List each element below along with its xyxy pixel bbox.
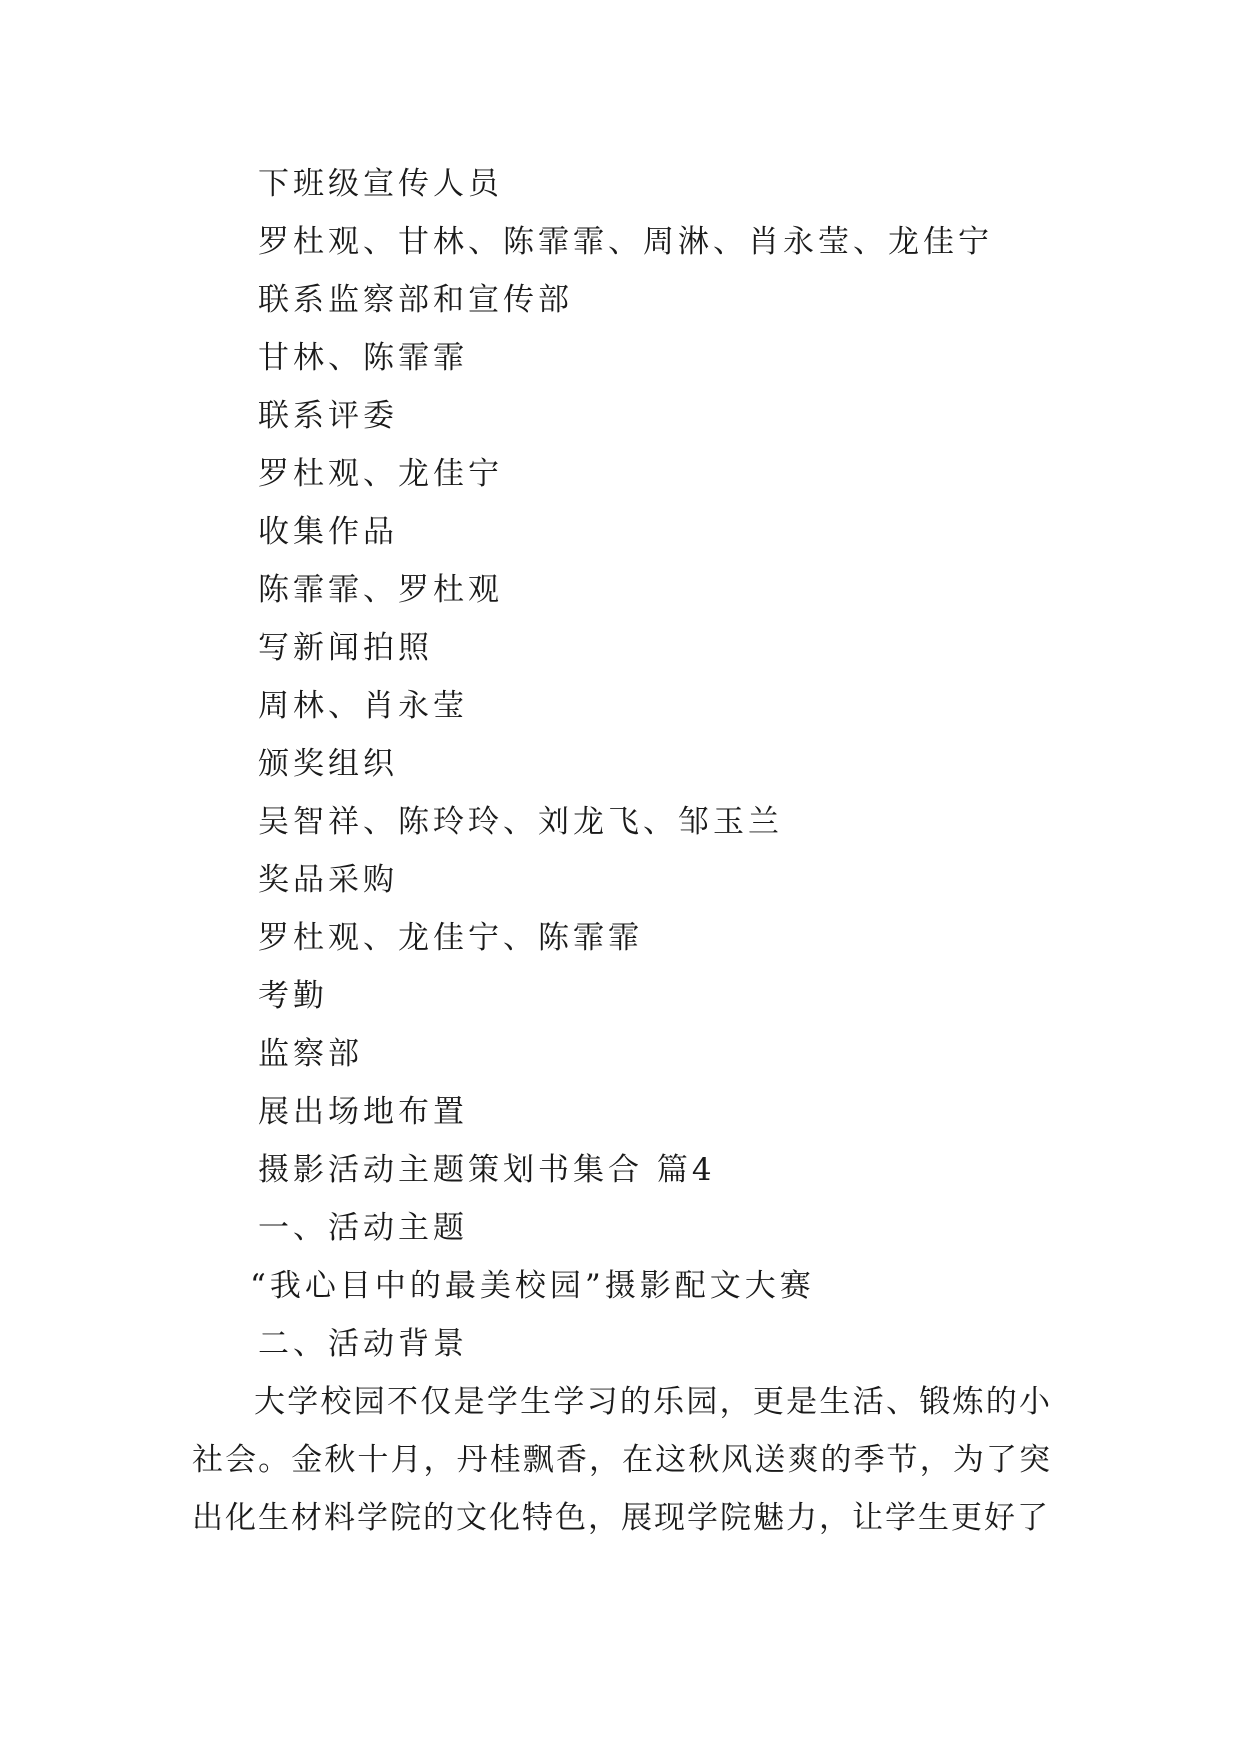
text-line: 展出场地布置 [258,1094,468,1130]
text-line: 罗杜观、龙佳宁、陈霏霏 [258,920,643,956]
body-paragraph: 大学校园不仅是学生学习的乐园，更是生活、锻炼的小社会。金秋十月，丹桂飘香，在这秋风送爽的季节，为了突出化生材料学院的文化特色，展现学院魅力，让学生更好了 [192,1384,1052,1536]
section-title: 摄影活动主题策划书集合 篇4 [258,1152,716,1188]
text-line: 陈霏霏、罗杜观 [258,572,503,608]
text-line: 周林、肖永莹 [258,688,468,724]
heading: 二、活动背景 [258,1326,468,1362]
text-line: 收集作品 [258,514,398,550]
heading: 一、活动主题 [258,1210,468,1246]
text-line: 吴智祥、陈玲玲、刘龙飞、邹玉兰 [258,804,783,840]
text-line: 奖品采购 [258,862,398,898]
text-line: “我心目中的最美校园”摄影配文大赛 [250,1268,815,1304]
text-line: 联系评委 [258,398,398,434]
text-line: 联系监察部和宣传部 [258,282,573,318]
text-line: 考勤 [258,978,328,1014]
text-line: 写新闻拍照 [258,630,433,666]
text-line: 监察部 [258,1036,363,1072]
text-line: 甘林、陈霏霏 [258,340,468,376]
text-line: 下班级宣传人员 [258,166,503,202]
text-line: 罗杜观、甘林、陈霏霏、周淋、肖永莹、龙佳宁 [258,224,993,260]
text-line: 颁奖组织 [258,746,398,782]
text-line: 罗杜观、龙佳宁 [258,456,503,492]
